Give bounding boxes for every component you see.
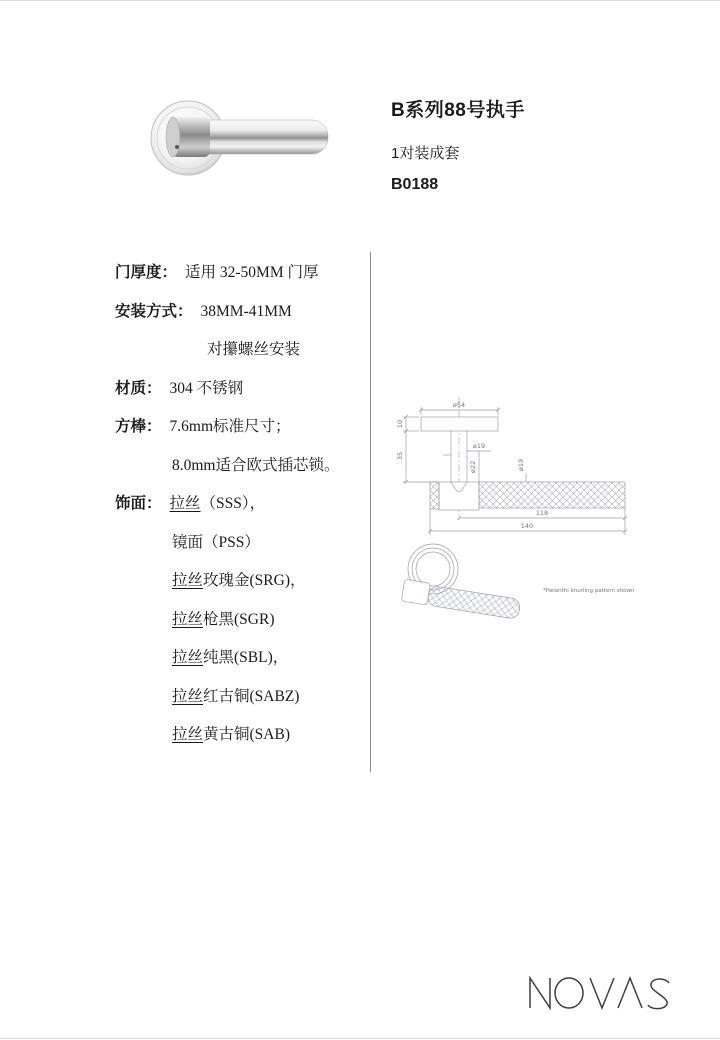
spec-finish-sss (115, 485, 365, 524)
spec-finish-sabz (115, 678, 365, 717)
pack-description: 1对装成套 (391, 145, 460, 162)
spec-spindle (115, 408, 365, 447)
novas-logo-mark (528, 976, 673, 1010)
dimension-drawing (395, 385, 675, 625)
logo-letter-v (590, 978, 614, 1008)
spec-value: 枪黑(SGR) (203, 610, 275, 628)
logo-letter-n (530, 978, 550, 1008)
spec-mounting-cont (115, 331, 365, 370)
spec-value-underlined: 拉丝 (172, 726, 204, 743)
spec-door-thickness (115, 254, 365, 293)
spec-value: 玫瑰金(SRG)， (203, 572, 306, 589)
dim-rose-diameter: ø54 (452, 401, 466, 409)
product-photo (148, 90, 333, 185)
spec-value: （SSS）， (200, 495, 266, 512)
spec-value: 304 不锈钢 (169, 379, 244, 397)
lever-handle-photo (148, 90, 333, 185)
spec-value-underlined: 拉丝 (172, 572, 204, 589)
spec-value-underlined: 拉丝 (172, 687, 204, 705)
spec-value-underlined: 拉丝 (172, 610, 204, 628)
spec-value: 7.6mm标准尺寸； (169, 418, 291, 435)
dim-overall-length: 140 (520, 522, 534, 530)
logo-letter-a (618, 978, 642, 1008)
dim-rose-height: 10 (396, 419, 404, 429)
spec-finish-sgr (115, 601, 365, 640)
spec-value: 适用 32-50MM 门厚 (185, 264, 319, 281)
spec-value: 红古铜(SABZ) (203, 687, 300, 705)
page-bottom-rule (0, 1038, 720, 1039)
dim-neck-diameter: ø19 (472, 442, 486, 450)
spec-value: 对攥螺丝安装 (207, 341, 301, 358)
spec-value-underlined: 拉丝 (169, 495, 201, 512)
spec-label: 安装方式： (115, 302, 193, 320)
dim-collar-diameter: ø22 (469, 460, 477, 474)
spec-value: 38MM-41MM (200, 302, 292, 320)
spec-value: 纯黑(SBL)， (203, 649, 289, 666)
logo-letter-o (555, 978, 583, 1008)
page-top-rule (0, 0, 720, 1)
novas-logo (528, 976, 673, 1010)
spec-finish-sab (115, 716, 365, 755)
technical-drawing (395, 385, 675, 625)
spec-mounting (115, 293, 365, 332)
spec-finish-srg (115, 562, 365, 601)
knurling-note: *Helanthi knurling pattern shown (543, 588, 635, 594)
dim-neck-height: 35 (396, 451, 404, 461)
spec-finish-pss (115, 524, 365, 563)
dim-bar-diameter: ø19 (517, 458, 525, 472)
header (391, 95, 691, 194)
spec-value-underlined: 拉丝 (172, 649, 204, 666)
model-number: B0188 (391, 176, 439, 193)
dim-grip-length: 118 (535, 509, 549, 517)
spec-value: 黄古铜(SAB) (203, 726, 290, 743)
spec-spindle-cont (115, 447, 365, 486)
spec-label: 饰面： (115, 495, 162, 512)
page-title: B系列88号执手 (391, 100, 525, 121)
spec-label: 门厚度： (115, 264, 178, 281)
spec-material (115, 370, 365, 409)
spec-value: 8.0mm适合欧式插芯锁。 (172, 456, 340, 474)
spec-finish-sbl (115, 639, 365, 678)
spec-label: 材质： (115, 379, 162, 397)
spec-label: 方棒： (115, 418, 162, 435)
spec-value: 镜面（PSS） (172, 533, 260, 551)
spec-list (115, 254, 365, 755)
logo-letter-s (648, 979, 669, 1009)
column-divider (370, 252, 371, 772)
